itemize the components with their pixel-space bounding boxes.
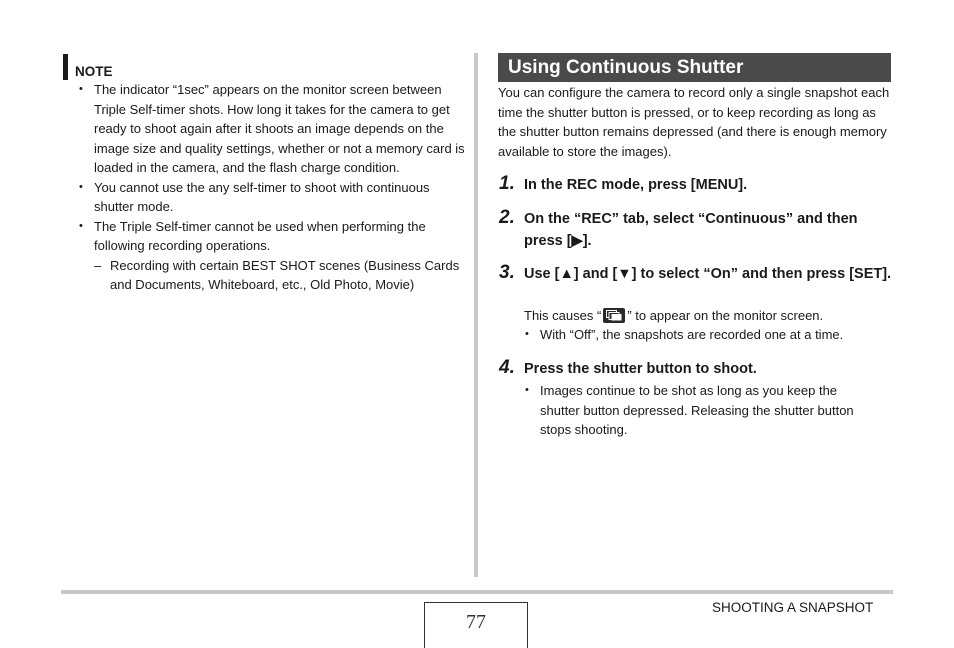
section-title: Using Continuous Shutter bbox=[508, 57, 744, 78]
page-number-box bbox=[424, 602, 528, 648]
bullet-icon: • bbox=[79, 83, 83, 95]
note-item bbox=[76, 217, 466, 295]
bullet-icon: • bbox=[525, 328, 529, 340]
page-number: 77 bbox=[466, 611, 486, 633]
dash-icon: – bbox=[94, 257, 102, 273]
list-item bbox=[524, 325, 876, 345]
step-detail-text: This causes “ bbox=[524, 308, 602, 323]
bullet-icon: • bbox=[79, 219, 83, 232]
step-bullets bbox=[524, 381, 876, 440]
step-text: In the REC mode, press [MENU]. bbox=[524, 177, 748, 193]
list-item-text: Images continue to be shot as long as you keep the shutter button depressed. Releasing the shutter button stops shooting. bbox=[540, 383, 854, 437]
step-detail bbox=[524, 306, 876, 326]
section-header bbox=[498, 53, 891, 82]
footer-section-label: SHOOTING A SNAPSHOT bbox=[712, 600, 874, 615]
note-sub-item bbox=[94, 256, 466, 295]
note-marker-bar bbox=[63, 54, 68, 80]
step-number: 4. bbox=[499, 357, 515, 378]
list-item bbox=[524, 381, 876, 440]
note-sub-item-text: Recording with certain BEST SHOT scenes (Business Cards and Documents, Whiteboard, etc., Old Photo, Movie) bbox=[110, 257, 460, 292]
note-item bbox=[76, 80, 466, 178]
note-item-text: The Triple Self-timer cannot be used when performing the following recording operations. bbox=[94, 218, 426, 253]
step-detail-text: ” to appear on the monitor screen. bbox=[627, 308, 824, 323]
note-item bbox=[76, 178, 466, 217]
note-list bbox=[76, 80, 466, 295]
note-item-text: You cannot use the any self-timer to shoot with continuous shutter mode. bbox=[94, 179, 430, 214]
step-bullets bbox=[524, 325, 876, 345]
bullet-icon: • bbox=[525, 384, 529, 396]
continuous-shutter-icon bbox=[603, 308, 625, 323]
footer-rule bbox=[61, 590, 893, 594]
note-item-text: The indicator “1sec” appears on the monitor screen between Triple Self-timer shots. How long it takes for the camera to get ready to shoot again after it shoots an image depends on the image size and quality settings, whether or not a memory card is loaded in the camera, and the flash charge condition. bbox=[94, 82, 465, 175]
step-text: Use [▲] and [▼] to select “On” and then press [SET]. bbox=[524, 266, 892, 282]
column-divider bbox=[474, 53, 478, 577]
step-text: Press the shutter button to shoot. bbox=[524, 361, 757, 377]
step-number: 1. bbox=[499, 173, 515, 194]
bullet-icon: • bbox=[79, 180, 83, 193]
step-number: 3. bbox=[499, 262, 515, 283]
step-text: On the “REC” tab, select “Continuous” and then press [▶]. bbox=[524, 211, 858, 249]
step-number: 2. bbox=[499, 207, 515, 228]
note-title: NOTE bbox=[75, 64, 113, 79]
list-item-text: With “Off”, the snapshots are recorded one at a time. bbox=[540, 327, 844, 342]
section-intro: You can configure the camera to record only a single snapshot each time the shutter button is pressed, or to keep recording as long as the shutter button remains depressed (and there is enough memory available to store the images). bbox=[498, 85, 890, 159]
